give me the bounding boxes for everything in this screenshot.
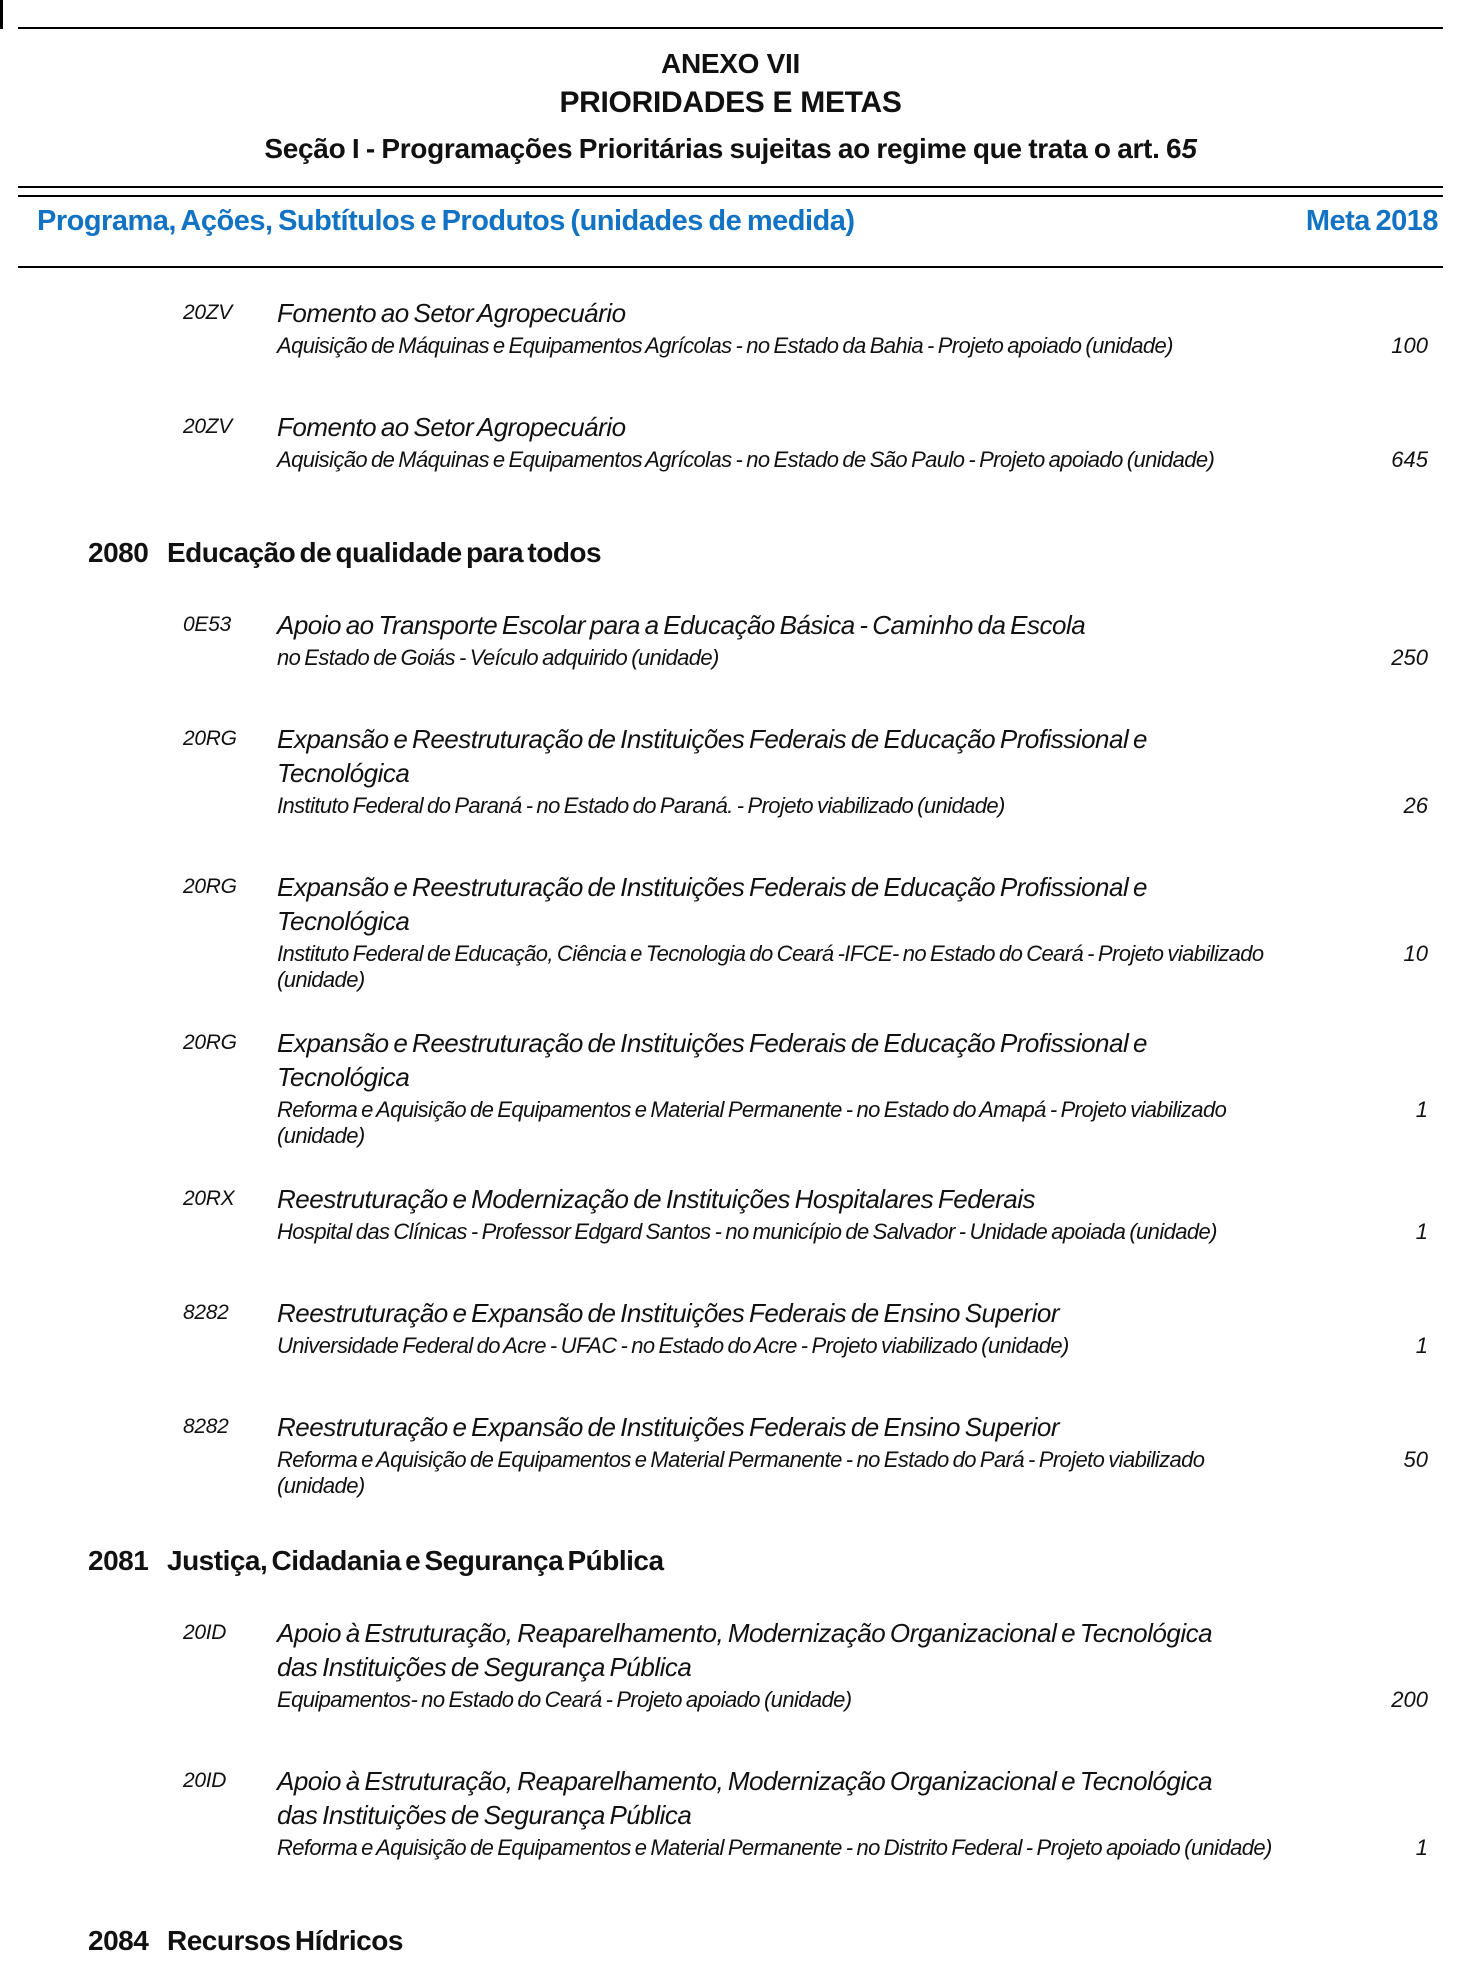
action-subtitle: [277, 1687, 852, 1713]
action-title-line: Tecnológica: [277, 1062, 410, 1092]
meta-value: 1: [1415, 1333, 1428, 1358]
meta-value: 1: [1415, 1835, 1428, 1860]
action-subtitle-line: Instituto Federal do Paraná - no Estado do Paraná. - Projeto viabilizado (unidade): [277, 793, 1005, 818]
action-title: [277, 1182, 1443, 1216]
action-row: [0, 410, 1443, 473]
annex-title: ANEXO VII: [661, 48, 800, 79]
action-row: [0, 1026, 1443, 1149]
program-title: Recursos Hídricos: [167, 1925, 403, 1956]
action-subtitle: [277, 1333, 1069, 1359]
section-title: [18, 133, 1443, 165]
header-divider-lower: [18, 195, 1443, 197]
action-body: [277, 1182, 1443, 1245]
action-subtitle-line: Aquisição de Máquinas e Equipamentos Agrícolas - no Estado da Bahia - Projeto apoiado (unidade): [277, 333, 1173, 358]
action-subtitle-line: Instituto Federal de Educação, Ciência e Tecnologia do Ceará -IFCE- no Estado do Ceará - Projeto viabilizado: [277, 941, 1264, 966]
subtitle-row: [277, 1219, 1443, 1245]
action-subtitle-line: Reforma e Aquisição de Equipamentos e Material Permanente - no Distrito Federal - Projeto apoiado (unidade): [277, 1835, 1272, 1860]
subtitle-row: [277, 1333, 1443, 1359]
action-title-line: Tecnológica: [277, 758, 410, 788]
meta-value: 50: [1403, 1447, 1428, 1472]
meta-value: 645: [1391, 447, 1428, 472]
action-title-line: Expansão e Reestruturação de Instituições Federais de Educação Profissional e: [277, 872, 1147, 902]
action-code: 0E53: [183, 613, 231, 636]
meta-value: 26: [1403, 793, 1428, 818]
action-body: [277, 1764, 1443, 1861]
action-code: 20ID: [183, 1769, 227, 1792]
action-title-line: Reestruturação e Expansão de Instituições Federais de Ensino Superior: [277, 1412, 1059, 1442]
subtitle-row: [277, 1687, 1443, 1713]
page-corner-tick: [0, 0, 3, 29]
section-title-main: Seção I - Programações Prioritárias sujeitas ao regime que trata o art. 6: [264, 133, 1182, 164]
column-header-meta: Meta 2018: [1305, 205, 1438, 237]
action-subtitle-line: (unidade): [277, 1473, 365, 1498]
program-row: [0, 1544, 1443, 1578]
action-row: [0, 1410, 1443, 1499]
action-body: [277, 1026, 1443, 1149]
action-subtitle: [277, 941, 1264, 993]
action-code: 20RG: [183, 727, 237, 750]
meta-value: 100: [1391, 333, 1428, 358]
action-subtitle-line: (unidade): [277, 967, 365, 992]
action-body: [277, 410, 1443, 473]
program-code: 2080: [88, 537, 149, 568]
table-header: [37, 205, 1438, 238]
column-header-programs: Programa, Ações, Subtítulos e Produtos (unidades de medida): [37, 205, 855, 237]
action-subtitle-line: Reforma e Aquisição de Equipamentos e Material Permanente - no Estado do Pará - Projeto viabilizado: [277, 1447, 1205, 1472]
meta-value: 1: [1415, 1219, 1428, 1244]
action-title: [277, 1296, 1443, 1330]
action-row: [0, 1182, 1443, 1245]
action-body: [277, 1410, 1443, 1499]
action-title-line: Apoio ao Transporte Escolar para a Educação Básica - Caminho da Escola: [277, 610, 1086, 640]
action-code: 20RX: [183, 1187, 235, 1210]
action-row: [0, 1764, 1443, 1861]
program-row: [0, 536, 1443, 570]
action-row: [0, 870, 1443, 993]
action-subtitle: [277, 447, 1214, 473]
meta-value: 250: [1391, 645, 1428, 670]
action-title-line: Reestruturação e Expansão de Instituições Federais de Ensino Superior: [277, 1298, 1059, 1328]
program-title: Justiça, Cidadania e Segurança Pública: [167, 1545, 664, 1576]
program-row: [0, 1924, 1443, 1958]
action-body: [277, 722, 1443, 819]
subtitle-row: [277, 1835, 1443, 1861]
subtitle-row: [277, 793, 1443, 819]
action-row: [0, 722, 1443, 819]
action-title: [277, 296, 1443, 330]
action-row: [0, 1296, 1443, 1359]
action-body: [277, 608, 1443, 671]
document-title: PRIORIDADES E METAS: [559, 86, 902, 119]
program-code: 2081: [88, 1545, 149, 1576]
header-divider-upper: [18, 186, 1443, 188]
action-subtitle-line: no Estado de Goiás - Veículo adquirido (unidade): [277, 645, 719, 670]
action-subtitle-line: Aquisição de Máquinas e Equipamentos Agrícolas - no Estado de São Paulo - Projeto apoiado (unidade): [277, 447, 1215, 472]
action-subtitle: [277, 1097, 1226, 1149]
action-title: [277, 722, 1443, 790]
subtitle-row: [277, 447, 1443, 473]
top-rule: [18, 27, 1443, 29]
action-title: [277, 1764, 1443, 1832]
action-subtitle: [277, 1219, 1217, 1245]
action-row: [0, 296, 1443, 359]
action-title-line: das Instituições de Segurança Pública: [277, 1800, 692, 1830]
action-subtitle-line: (unidade): [277, 1123, 365, 1148]
action-code: 20RG: [183, 875, 237, 898]
action-code: 20ZV: [183, 415, 232, 438]
action-code: 8282: [183, 1415, 229, 1438]
action-row: [0, 1616, 1443, 1713]
meta-value: 1: [1415, 1097, 1428, 1122]
action-body: [277, 1296, 1443, 1359]
action-subtitle-line: Universidade Federal do Acre - UFAC - no Estado do Acre - Projeto viabilizado (unidade): [277, 1333, 1069, 1358]
action-body: [277, 1616, 1443, 1713]
action-title: [277, 410, 1443, 444]
action-subtitle: [277, 333, 1173, 359]
action-subtitle: [277, 645, 719, 671]
action-title: [277, 1026, 1443, 1094]
action-title-line: das Instituições de Segurança Pública: [277, 1652, 692, 1682]
meta-value: 200: [1391, 1687, 1428, 1712]
subtitle-row: [277, 1097, 1443, 1149]
action-title-line: Tecnológica: [277, 906, 410, 936]
action-title: [277, 608, 1443, 642]
action-title-line: Apoio à Estruturação, Reaparelhamento, Modernização Organizacional e Tecnológica: [277, 1618, 1213, 1648]
action-title: [277, 870, 1443, 938]
action-title-line: Apoio à Estruturação, Reaparelhamento, Modernização Organizacional e Tecnológica: [277, 1766, 1213, 1796]
action-subtitle-line: Hospital das Clínicas - Professor Edgard Santos - no município de Salvador - Unidade apoiada (unidade): [277, 1219, 1217, 1244]
program-code: 2084: [88, 1925, 149, 1956]
action-title-line: Expansão e Reestruturação de Instituições Federais de Educação Profissional e: [277, 724, 1147, 754]
action-body: [277, 296, 1443, 359]
subtitle-row: [277, 645, 1443, 671]
action-title-line: Reestruturação e Modernização de Instituições Hospitalares Federais: [277, 1184, 1036, 1214]
subtitle-row: [277, 333, 1443, 359]
subtitle-row: [277, 1447, 1443, 1499]
action-row: [0, 608, 1443, 671]
action-subtitle-line: Reforma e Aquisição de Equipamentos e Material Permanente - no Estado do Amapá - Projeto viabilizado: [277, 1097, 1227, 1122]
action-subtitle-line: Equipamentos- no Estado do Ceará - Projeto apoiado (unidade): [277, 1687, 852, 1712]
action-code: 8282: [183, 1301, 229, 1324]
rows-container: [0, 268, 1443, 1981]
action-title: [277, 1410, 1443, 1444]
action-title-line: Fomento ao Setor Agropecuário: [277, 298, 626, 328]
subtitle-row: [277, 941, 1443, 993]
action-title-line: Expansão e Reestruturação de Instituições Federais de Educação Profissional e: [277, 1028, 1147, 1058]
action-subtitle: [277, 1835, 1272, 1861]
section-title-suffix: 5: [1181, 133, 1197, 164]
action-subtitle: [277, 793, 1005, 819]
action-code: 20ZV: [183, 301, 232, 324]
action-code: 20RG: [183, 1031, 237, 1054]
action-code: 20ID: [183, 1621, 227, 1644]
action-body: [277, 870, 1443, 993]
program-title: Educação de qualidade para todos: [167, 537, 602, 568]
action-title: [277, 1616, 1443, 1684]
meta-value: 10: [1403, 941, 1428, 966]
action-subtitle: [277, 1447, 1204, 1499]
action-title-line: Fomento ao Setor Agropecuário: [277, 412, 626, 442]
